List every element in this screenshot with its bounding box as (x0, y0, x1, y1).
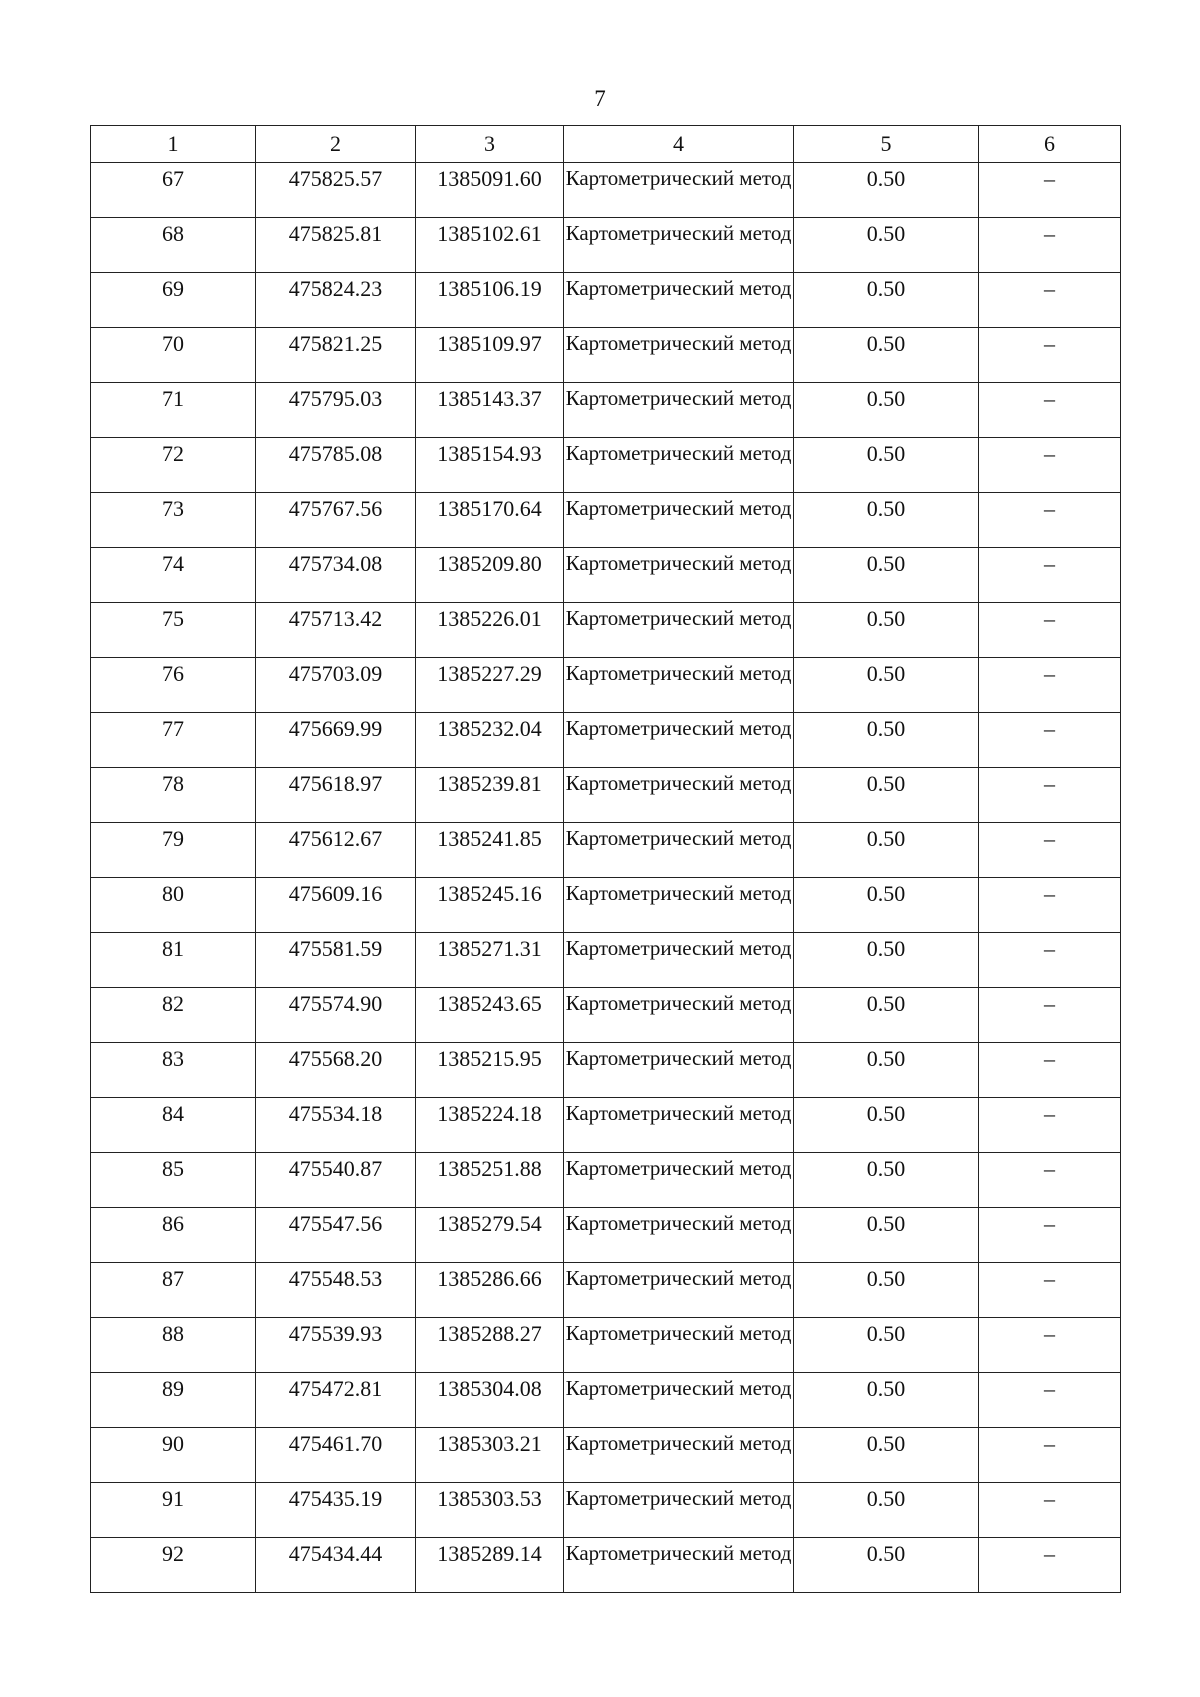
note-cell: – (979, 1318, 1121, 1373)
y-coordinate-cell: 1385271.31 (416, 933, 564, 988)
table-row (91, 933, 1121, 988)
note-cell: – (979, 658, 1121, 713)
note-cell: – (979, 1538, 1121, 1593)
x-coordinate-cell: 475824.23 (256, 273, 416, 328)
point-number-cell: 67 (91, 163, 256, 218)
x-coordinate-cell: 475540.87 (256, 1153, 416, 1208)
accuracy-cell: 0.50 (794, 438, 979, 493)
table-row (91, 1153, 1121, 1208)
note-cell: – (979, 933, 1121, 988)
accuracy-cell: 0.50 (794, 218, 979, 273)
x-coordinate-cell: 475472.81 (256, 1373, 416, 1428)
page-number: 7 (594, 86, 606, 111)
table-row (91, 1318, 1121, 1373)
note-cell: – (979, 1373, 1121, 1428)
point-number-cell: 77 (91, 713, 256, 768)
point-number-cell: 89 (91, 1373, 256, 1428)
table-row (91, 1263, 1121, 1318)
point-number-cell: 92 (91, 1538, 256, 1593)
note-cell: – (979, 218, 1121, 273)
point-number-cell: 85 (91, 1153, 256, 1208)
table-row (91, 878, 1121, 933)
accuracy-cell: 0.50 (794, 493, 979, 548)
table-row (91, 438, 1121, 493)
accuracy-cell: 0.50 (794, 328, 979, 383)
y-coordinate-cell: 1385241.85 (416, 823, 564, 878)
x-coordinate-cell: 475548.53 (256, 1263, 416, 1318)
accuracy-cell: 0.50 (794, 1318, 979, 1373)
accuracy-cell: 0.50 (794, 1098, 979, 1153)
x-coordinate-cell: 475612.67 (256, 823, 416, 878)
point-number-cell: 78 (91, 768, 256, 823)
y-coordinate-cell: 1385232.04 (416, 713, 564, 768)
point-number-cell: 76 (91, 658, 256, 713)
accuracy-cell: 0.50 (794, 933, 979, 988)
y-coordinate-cell: 1385286.66 (416, 1263, 564, 1318)
method-cell: Картометрический метод (564, 823, 794, 878)
note-cell: – (979, 163, 1121, 218)
x-coordinate-cell: 475461.70 (256, 1428, 416, 1483)
note-cell: – (979, 1043, 1121, 1098)
accuracy-cell: 0.50 (794, 1208, 979, 1263)
x-coordinate-cell: 475534.18 (256, 1098, 416, 1153)
table-row (91, 548, 1121, 603)
x-coordinate-cell: 475767.56 (256, 493, 416, 548)
header-row (91, 126, 1121, 163)
method-cell: Картометрический метод (564, 273, 794, 328)
note-cell: – (979, 1483, 1121, 1538)
point-number-cell: 88 (91, 1318, 256, 1373)
x-coordinate-cell: 475825.57 (256, 163, 416, 218)
table-body (91, 163, 1121, 1593)
method-cell: Картометрический метод (564, 548, 794, 603)
note-cell: – (979, 1263, 1121, 1318)
accuracy-cell: 0.50 (794, 1428, 979, 1483)
note-cell: – (979, 493, 1121, 548)
table-row (91, 273, 1121, 328)
column-header-5: 5 (794, 126, 979, 163)
method-cell: Картометрический метод (564, 1098, 794, 1153)
x-coordinate-cell: 475821.25 (256, 328, 416, 383)
accuracy-cell: 0.50 (794, 1263, 979, 1318)
table-row (91, 1098, 1121, 1153)
point-number-cell: 83 (91, 1043, 256, 1098)
x-coordinate-cell: 475434.44 (256, 1538, 416, 1593)
note-cell: – (979, 1428, 1121, 1483)
method-cell: Картометрический метод (564, 1043, 794, 1098)
point-number-cell: 72 (91, 438, 256, 493)
y-coordinate-cell: 1385224.18 (416, 1098, 564, 1153)
y-coordinate-cell: 1385106.19 (416, 273, 564, 328)
y-coordinate-cell: 1385243.65 (416, 988, 564, 1043)
accuracy-cell: 0.50 (794, 988, 979, 1043)
note-cell: – (979, 988, 1121, 1043)
note-cell: – (979, 438, 1121, 493)
note-cell: – (979, 548, 1121, 603)
table-row (91, 1208, 1121, 1263)
x-coordinate-cell: 475713.42 (256, 603, 416, 658)
method-cell: Картометрический метод (564, 933, 794, 988)
column-header-4: 4 (564, 126, 794, 163)
accuracy-cell: 0.50 (794, 163, 979, 218)
accuracy-cell: 0.50 (794, 1153, 979, 1208)
table-row (91, 493, 1121, 548)
point-number-cell: 86 (91, 1208, 256, 1263)
accuracy-cell: 0.50 (794, 603, 979, 658)
point-number-cell: 90 (91, 1428, 256, 1483)
point-number-cell: 68 (91, 218, 256, 273)
method-cell: Картометрический метод (564, 658, 794, 713)
note-cell: – (979, 273, 1121, 328)
x-coordinate-cell: 475669.99 (256, 713, 416, 768)
x-coordinate-cell: 475609.16 (256, 878, 416, 933)
y-coordinate-cell: 1385209.80 (416, 548, 564, 603)
y-coordinate-cell: 1385102.61 (416, 218, 564, 273)
x-coordinate-cell: 475785.08 (256, 438, 416, 493)
point-number-cell: 82 (91, 988, 256, 1043)
column-header-3: 3 (416, 126, 564, 163)
method-cell: Картометрический метод (564, 163, 794, 218)
x-coordinate-cell: 475568.20 (256, 1043, 416, 1098)
note-cell: – (979, 768, 1121, 823)
point-number-cell: 75 (91, 603, 256, 658)
table-row (91, 383, 1121, 438)
accuracy-cell: 0.50 (794, 878, 979, 933)
y-coordinate-cell: 1385109.97 (416, 328, 564, 383)
table-row (91, 1538, 1121, 1593)
coordinates-table (90, 125, 1121, 1593)
x-coordinate-cell: 475795.03 (256, 383, 416, 438)
method-cell: Картометрический метод (564, 1538, 794, 1593)
method-cell: Картометрический метод (564, 493, 794, 548)
note-cell: – (979, 603, 1121, 658)
column-header-2: 2 (256, 126, 416, 163)
y-coordinate-cell: 1385170.64 (416, 493, 564, 548)
y-coordinate-cell: 1385303.21 (416, 1428, 564, 1483)
y-coordinate-cell: 1385245.16 (416, 878, 564, 933)
point-number-cell: 80 (91, 878, 256, 933)
accuracy-cell: 0.50 (794, 768, 979, 823)
y-coordinate-cell: 1385227.29 (416, 658, 564, 713)
x-coordinate-cell: 475703.09 (256, 658, 416, 713)
x-coordinate-cell: 475581.59 (256, 933, 416, 988)
y-coordinate-cell: 1385289.14 (416, 1538, 564, 1593)
method-cell: Картометрический метод (564, 1373, 794, 1428)
table-row (91, 1043, 1121, 1098)
table-row (91, 1373, 1121, 1428)
accuracy-cell: 0.50 (794, 1373, 979, 1428)
note-cell: – (979, 383, 1121, 438)
point-number-cell: 70 (91, 328, 256, 383)
method-cell: Картометрический метод (564, 1208, 794, 1263)
method-cell: Картометрический метод (564, 328, 794, 383)
method-cell: Картометрический метод (564, 1263, 794, 1318)
y-coordinate-cell: 1385288.27 (416, 1318, 564, 1373)
method-cell: Картометрический метод (564, 438, 794, 493)
x-coordinate-cell: 475547.56 (256, 1208, 416, 1263)
note-cell: – (979, 878, 1121, 933)
point-number-cell: 69 (91, 273, 256, 328)
y-coordinate-cell: 1385239.81 (416, 768, 564, 823)
point-number-cell: 91 (91, 1483, 256, 1538)
point-number-cell: 84 (91, 1098, 256, 1153)
table-row (91, 768, 1121, 823)
accuracy-cell: 0.50 (794, 548, 979, 603)
note-cell: – (979, 713, 1121, 768)
table-row (91, 1483, 1121, 1538)
x-coordinate-cell: 475734.08 (256, 548, 416, 603)
point-number-cell: 74 (91, 548, 256, 603)
accuracy-cell: 0.50 (794, 1483, 979, 1538)
x-coordinate-cell: 475825.81 (256, 218, 416, 273)
accuracy-cell: 0.50 (794, 1538, 979, 1593)
y-coordinate-cell: 1385215.95 (416, 1043, 564, 1098)
column-header-1: 1 (91, 126, 256, 163)
method-cell: Картометрический метод (564, 218, 794, 273)
note-cell: – (979, 1153, 1121, 1208)
table-row (91, 988, 1121, 1043)
table-row (91, 218, 1121, 273)
method-cell: Картометрический метод (564, 768, 794, 823)
y-coordinate-cell: 1385304.08 (416, 1373, 564, 1428)
point-number-cell: 81 (91, 933, 256, 988)
note-cell: – (979, 823, 1121, 878)
column-header-6: 6 (979, 126, 1121, 163)
method-cell: Картометрический метод (564, 988, 794, 1043)
point-number-cell: 71 (91, 383, 256, 438)
method-cell: Картометрический метод (564, 878, 794, 933)
point-number-cell: 87 (91, 1263, 256, 1318)
x-coordinate-cell: 475618.97 (256, 768, 416, 823)
table-row (91, 658, 1121, 713)
method-cell: Картометрический метод (564, 1428, 794, 1483)
table-row (91, 1428, 1121, 1483)
table-row (91, 713, 1121, 768)
method-cell: Картометрический метод (564, 713, 794, 768)
note-cell: – (979, 1208, 1121, 1263)
y-coordinate-cell: 1385279.54 (416, 1208, 564, 1263)
x-coordinate-cell: 475539.93 (256, 1318, 416, 1373)
x-coordinate-cell: 475435.19 (256, 1483, 416, 1538)
accuracy-cell: 0.50 (794, 383, 979, 438)
note-cell: – (979, 1098, 1121, 1153)
method-cell: Картометрический метод (564, 1153, 794, 1208)
method-cell: Картометрический метод (564, 383, 794, 438)
accuracy-cell: 0.50 (794, 273, 979, 328)
y-coordinate-cell: 1385154.93 (416, 438, 564, 493)
table-row (91, 163, 1121, 218)
point-number-cell: 79 (91, 823, 256, 878)
accuracy-cell: 0.50 (794, 823, 979, 878)
method-cell: Картометрический метод (564, 1318, 794, 1373)
y-coordinate-cell: 1385251.88 (416, 1153, 564, 1208)
y-coordinate-cell: 1385091.60 (416, 163, 564, 218)
accuracy-cell: 0.50 (794, 713, 979, 768)
table-row (91, 823, 1121, 878)
y-coordinate-cell: 1385143.37 (416, 383, 564, 438)
x-coordinate-cell: 475574.90 (256, 988, 416, 1043)
note-cell: – (979, 328, 1121, 383)
point-number-cell: 73 (91, 493, 256, 548)
y-coordinate-cell: 1385226.01 (416, 603, 564, 658)
accuracy-cell: 0.50 (794, 1043, 979, 1098)
table-row (91, 328, 1121, 383)
accuracy-cell: 0.50 (794, 658, 979, 713)
table-header (91, 126, 1121, 163)
y-coordinate-cell: 1385303.53 (416, 1483, 564, 1538)
method-cell: Картометрический метод (564, 603, 794, 658)
method-cell: Картометрический метод (564, 1483, 794, 1538)
table-row (91, 603, 1121, 658)
